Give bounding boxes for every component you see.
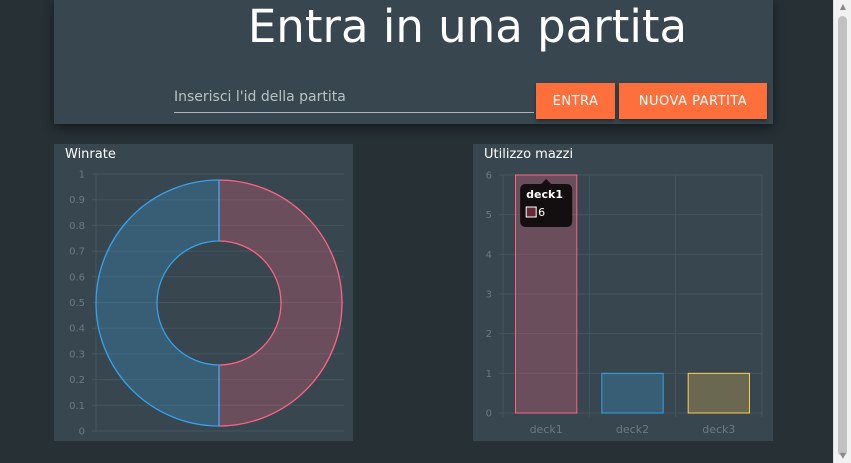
winrate-y-tick: 0.7 — [69, 246, 85, 258]
bar-deck2 — [602, 373, 663, 413]
page-title: Entra in una partita — [247, 0, 688, 53]
winrate-y-tick: 0.1 — [69, 400, 85, 412]
x-tick-deck2: deck2 — [615, 423, 650, 436]
decks-y-tick: 4 — [485, 249, 492, 261]
deck-usage-title: Utilizzo mazzi — [484, 147, 574, 162]
winrate-y-tick: 0.5 — [69, 298, 85, 309]
deck-usage-panel — [473, 144, 773, 441]
new-match-button[interactable]: NUOVA PARTITA — [619, 83, 767, 119]
winrate-y-tick: 0 — [78, 426, 85, 438]
deck-usage-chart — [473, 144, 773, 441]
winrate-y-tick: 0.4 — [69, 323, 85, 335]
decks-y-tick: 5 — [485, 210, 492, 222]
x-tick-deck1: deck1 — [529, 423, 563, 436]
tooltip-color-swatch — [526, 207, 536, 217]
decks-y-tick: 1 — [485, 368, 492, 380]
decks-y-tick: 2 — [485, 329, 492, 341]
join-button[interactable]: ENTRA — [536, 83, 615, 119]
decks-y-tick: 3 — [485, 289, 492, 301]
winrate-y-tick: 1 — [78, 169, 85, 181]
winrate-title: Winrate — [65, 147, 116, 162]
scroll-thumb[interactable] — [838, 16, 847, 456]
decks-y-tick: 6 — [485, 170, 492, 182]
tooltip-value: 6 — [538, 206, 546, 219]
winrate-panel — [54, 144, 353, 441]
tooltip-title: deck1 — [526, 188, 563, 201]
winrate-y-tick: 0.6 — [69, 272, 85, 284]
x-tick-deck3: deck3 — [702, 423, 736, 436]
scroll-down-arrow-icon[interactable]: ▼ — [839, 451, 847, 460]
winrate-y-tick: 0.8 — [69, 220, 85, 232]
winrate-y-tick: 0.9 — [69, 195, 85, 207]
bar-deck3 — [688, 373, 749, 413]
join-match-card — [54, 0, 773, 124]
decks-y-tick: 0 — [485, 408, 492, 420]
scroll-up-arrow-icon[interactable]: ▲ — [839, 2, 847, 11]
winrate-chart — [54, 144, 353, 441]
winrate-y-tick: 0.2 — [69, 375, 85, 387]
winrate-y-tick: 0.3 — [69, 349, 85, 361]
match-id-input[interactable] — [174, 82, 534, 113]
page-scrollbar[interactable] — [833, 0, 851, 463]
